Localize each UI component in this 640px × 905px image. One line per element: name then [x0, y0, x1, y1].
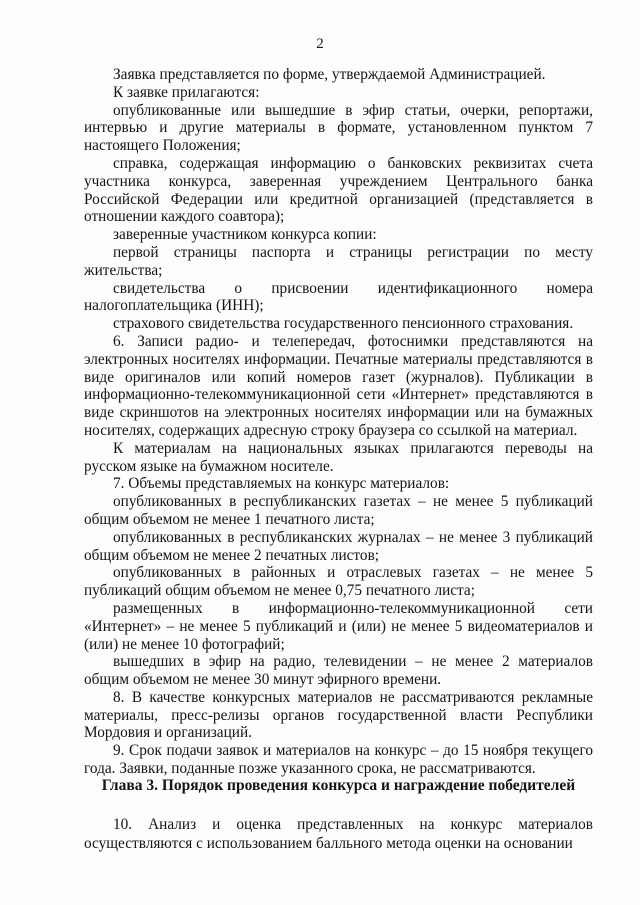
- paragraph: размещенных в информационно-телекоммуникационной сети «Интернет» – не менее 5 публикаций и (или) не менее 5 видеоматериалов и (или) не менее 10 фотографий;: [84, 599, 593, 653]
- paragraph: справка, содержащая информацию о банковских реквизитах счета участника конкурса, заверенная учреждением Центрального банка Российской Федерации или кредитной организацией (представляется в отношении каждого соавтора);: [84, 154, 593, 226]
- paragraph: страхового свидетельства государственного пенсионного страхования.: [113, 315, 574, 333]
- paragraph: вышедших в эфир на радио, телевидении – не менее 2 материалов общим объемом не менее 30 минут эфирного времени.: [84, 653, 593, 689]
- chapter-heading: Глава 3. Порядок проведения конкурса и награждение победителей: [101, 777, 576, 794]
- paragraph: К заявке прилагаются:: [113, 83, 260, 101]
- body-text: [84, 66, 593, 778]
- paragraph: 10. Анализ и оценка представленных на конкурс материалов осуществляются с использованием балльного метода оценки на основании: [84, 816, 593, 852]
- page-number: 2: [316, 36, 324, 52]
- paragraph: заверенные участником конкурса копии:: [113, 226, 377, 244]
- paragraph: 6. Записи радио- и телепередач, фотоснимки представляются на электронных носителях информации. Печатные материалы представляются в виде оригиналов или копий номеров газет (журналов). Публикации в информационно-телекоммуникационной сети «Интернет» представляются в виде скриншотов на электронных носителях информации или на бумажных носителях, содержащих адресную строку браузера со ссылкой на материал.: [84, 332, 593, 439]
- final-paragraph-block: [84, 815, 593, 853]
- paragraph: опубликованных в республиканских журналах – не менее 3 публикаций общим объемом не менее 2 печатных листов;: [84, 528, 593, 564]
- paragraph: К материалам на национальных языках прилагаются переводы на русском языке на бумажном носителе.: [84, 439, 593, 475]
- paragraph: опубликованные или вышедшие в эфир статьи, очерки, репортажи, интервью и другие материалы в формате, установленном пунктом 7 настоящего Положения;: [84, 101, 593, 155]
- paragraph: опубликованных в республиканских газетах – не менее 5 публикаций общим объемом не менее 1 печатного листа;: [84, 493, 593, 528]
- paragraph: свидетельства о присвоении идентификационного номера налогоплательщика (ИНН);: [84, 279, 593, 315]
- paragraph: опубликованных в районных и отраслевых газетах – не менее 5 публикаций общим объемом не менее 0,75 печатного листа;: [84, 564, 593, 600]
- paragraph: первой страницы паспорта и страницы регистрации по месту жительства;: [84, 243, 593, 279]
- paragraph: Заявка представляется по форме, утверждаемой Администрацией.: [113, 66, 546, 83]
- paragraph: 7. Объемы представляемых на конкурс материалов:: [113, 475, 450, 493]
- paragraph: 8. В качестве конкурсных материалов не рассматриваются рекламные материалы, пресс-релизы органов государственной власти Республики Мордовия и организаций.: [84, 688, 593, 742]
- paragraph: 9. Срок подачи заявок и материалов на конкурс – до 15 ноября текущего года. Заявки, поданные позже указанного срока, не рассматриваются.: [84, 742, 593, 778]
